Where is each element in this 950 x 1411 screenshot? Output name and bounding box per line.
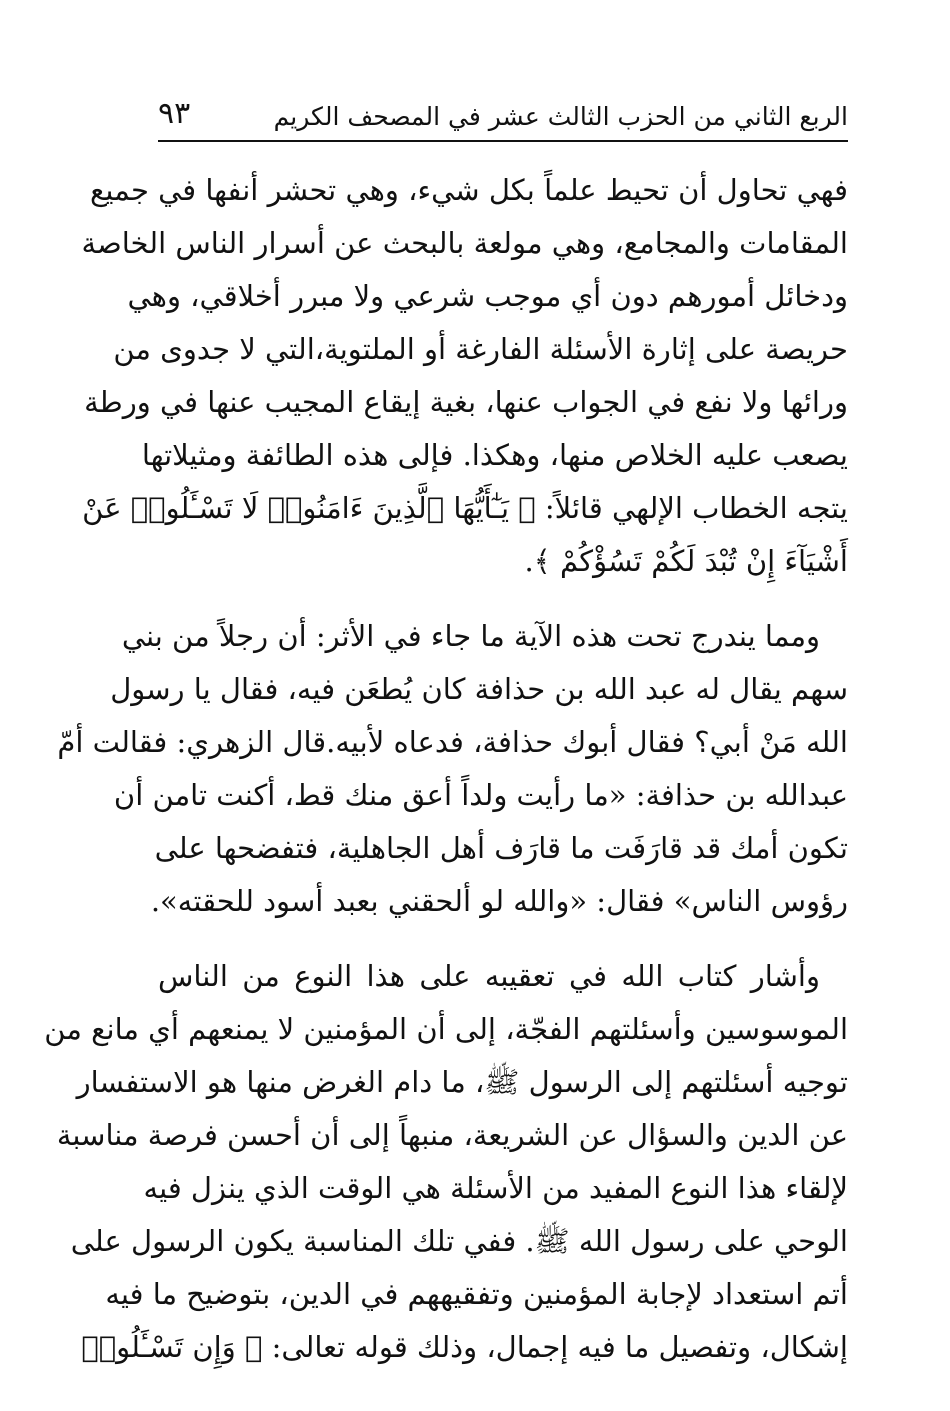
text-line: الله مَنْ أبي؟ فقال أبوك حذافة، فدعاه لأبيه.قال الزهري: فقالت أمّ — [57, 725, 848, 759]
text-line: سهم يقال له عبد الله بن حذافة كان يُطعَن فيه، فقال يا رسول — [110, 672, 848, 706]
text-line: ومما يندرج تحت هذه الآية ما جاء في الأثر: أن رجلاً من بني — [121, 619, 820, 653]
text-line: عبدالله بن حذافة: «ما رأيت ولداً أعق منك قط، أكنت تامن أن — [113, 778, 848, 812]
text-line: أتم استعداد لإجابة المؤمنين وتفقيههم في الدين، بتوضيح ما فيه — [105, 1277, 848, 1311]
paragraph-1 — [81, 164, 848, 588]
header-rule — [158, 140, 848, 142]
page-body — [44, 164, 848, 1374]
paragraph-3 — [44, 950, 848, 1374]
page-number: ٩٣ — [158, 96, 191, 131]
quran-verse-line: يتجه الخطاب الإلهي قائلاً: ﴿ يَـٰٓأَيُّهَا ٱلَّذِينَ ءَامَنُوا۟ لَا تَسْـَٔلُوا۟ عَنْ — [82, 491, 848, 525]
page-header — [158, 92, 848, 140]
quran-verse-line: إشكال، وتفصيل ما فيه إجمال، وذلك قوله تعالى: ﴿ وَإِن تَسْـَٔلُوا۟ — [81, 1330, 848, 1364]
text-line: ورائها ولا نفع في الجواب عنها، بغية إيقاع المجيب عنها في ورطة — [84, 385, 848, 419]
text-line: الوحي على رسول الله ﷺ. ففي تلك المناسبة يكون الرسول على — [70, 1224, 848, 1258]
text-line: يصعب عليه الخلاص منها، وهكذا. فإلى هذه الطائفة ومثيلاتها — [141, 438, 848, 472]
text-line: عن الدين والسؤال عن الشريعة، منبهاً إلى أن أحسن فرصة مناسبة — [56, 1118, 848, 1152]
text-line: المقامات والمجامع، وهي مولعة بالبحث عن أسرار الناس الخاصة — [81, 226, 848, 260]
text-line: فهي تحاول أن تحيط علماً بكل شيء، وهي تحشر أنفها في جميع — [90, 173, 848, 207]
quran-verse-line: أَشْيَآءَ إِنْ تُبْدَ لَكُمْ تَسُؤْكُمْ ﴾. — [524, 544, 848, 578]
text-line: الموسوسين وأسئلتهم الفجّة، إلى أن المؤمنين لا يمنعهم أي مانع من — [44, 1012, 848, 1046]
text-line: لإلقاء هذا النوع المفيد من الأسئلة هي الوقت الذي ينزل فيه — [143, 1171, 848, 1205]
running-head: الربع الثاني من الحزب الثالث عشر في المصحف الكريم — [273, 102, 848, 131]
paragraph-2 — [57, 610, 848, 928]
text-line: تكون أمك قد قارَفَت ما قارَف أهل الجاهلية، فتفضحها على — [154, 831, 848, 865]
text-line: توجيه أسئلتهم إلى الرسول ﷺ، ما دام الغرض منها هو الاستفسار — [76, 1065, 848, 1099]
text-line: حريصة على إثارة الأسئلة الفارغة أو الملتوية،التي لا جدوى من — [113, 332, 848, 366]
text-line: وأشار كتاب الله في تعقيبه على هذا النوع من الناس — [158, 959, 820, 993]
text-line: ودخائل أمورهم دون أي موجب شرعي ولا مبرر أخلاقي، وهي — [127, 279, 848, 313]
text-line: رؤوس الناس» فقال: «والله لو ألحقني بعبد أسود للحقته». — [150, 884, 848, 918]
